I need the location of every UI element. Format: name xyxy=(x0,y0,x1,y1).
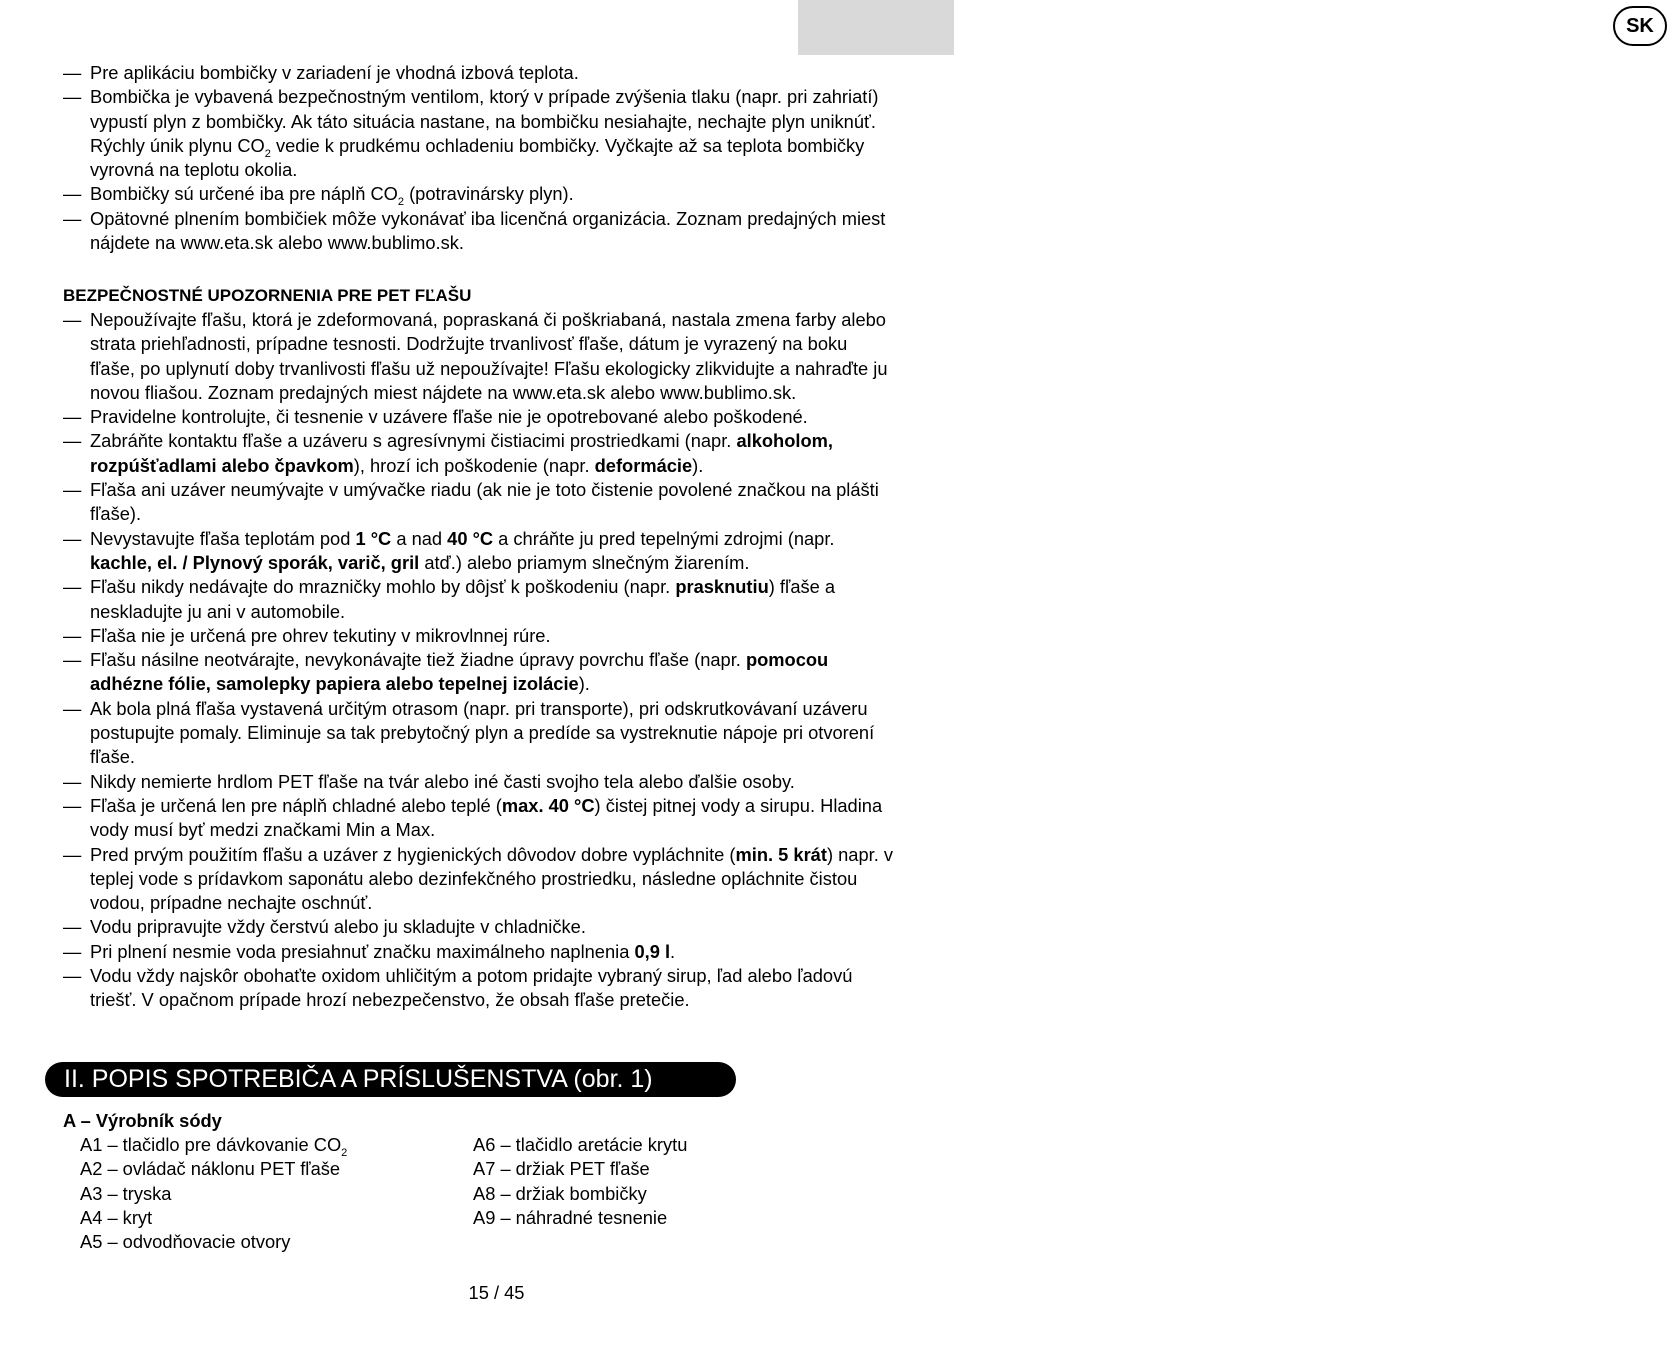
dash-bullet: — xyxy=(63,649,82,671)
parts-column-1 xyxy=(80,1133,347,1254)
dash-bullet: — xyxy=(63,430,82,452)
list-item-text: Ak bola plná fľaša vystavená určitým otrasom (napr. pri transporte), pri odskrutkovávaní uzáveru postupujte pomaly. Eliminuje sa tak prebytočný plyn a predíde sa vystreknutie nápoje pri otvorení fľaše. xyxy=(90,697,875,768)
part-item: A2 – ovládač náklonu PET fľaše xyxy=(80,1158,341,1180)
list-item xyxy=(63,697,893,770)
dash-bullet: — xyxy=(63,624,82,646)
dash-bullet: — xyxy=(63,794,82,816)
section-title-banner: II. POPIS SPOTREBIČA A PRÍSLUŠENSTVA (obr. 1) xyxy=(45,1062,736,1097)
list-item xyxy=(63,915,893,939)
language-badge: SK xyxy=(1613,6,1667,46)
dash-bullet: — xyxy=(63,308,82,330)
list-item xyxy=(63,794,893,843)
list-item xyxy=(63,964,893,1013)
dash-bullet: — xyxy=(63,527,82,549)
list-item-text: Opätovné plnením bombičiek môže vykonávať iba licenčná organizácia. Zoznam predajných miest nájdete na www.eta.sk alebo www.bublimo.sk. xyxy=(90,207,886,254)
dash-bullet: — xyxy=(63,207,82,229)
list-item-text: Fľaša ani uzáver neumývajte v umývačke riadu (ak nie je toto čistenie povolené značkou na plášti fľaše). xyxy=(90,479,879,525)
part-a-title: A – Výrobník sódy xyxy=(63,1110,222,1131)
list-item-text: Zabráňte kontaktu fľaše a uzáveru s agresívnymi čistiacimi prostriedkami (napr. alkoholom, rozpúšťadlami alebo čpavkom), hrozí ich poškodenie (napr. deformácie). xyxy=(90,430,833,476)
list-item xyxy=(63,575,893,624)
list-item xyxy=(63,61,893,85)
part-item: A1 – tlačidlo pre dávkovanie $CO_2$ xyxy=(80,1134,348,1159)
dash-bullet: — xyxy=(63,770,82,792)
list-item-text: Fľašu nikdy nedávajte do mrazničky mohlo by dôjsť k poškodeniu (napr. prasknutiu) fľaše a neskladujte ju ani v automobile. xyxy=(90,576,836,622)
list-item xyxy=(63,843,893,916)
part-item: A8 – držiak bombičky xyxy=(473,1182,647,1204)
dash-bullet: — xyxy=(63,479,82,501)
list-item-text: Fľaša je určená len pre náplň chladné alebo teplé (max. 40 °C) čistej pitnej vody a sirupu. Hladina vody musí byť medzi značkami Min a Max. xyxy=(90,794,883,841)
part-item: A6 – tlačidlo aretácie krytu xyxy=(473,1134,688,1155)
dash-bullet: — xyxy=(63,916,82,938)
dash-bullet: — xyxy=(63,406,82,428)
part-item: A7 – držiak PET fľaše xyxy=(473,1158,650,1180)
list-item xyxy=(63,207,893,256)
list-item xyxy=(63,940,893,964)
list-item xyxy=(63,624,893,648)
list-item xyxy=(63,182,893,209)
list-item-text: Fľašu násilne neotvárajte, nevykonávajte tiež žiadne úpravy povrchu fľaše (napr. pomocou adhézne fólie, samolepky papiera alebo tepelnej izolácie). xyxy=(90,649,829,695)
list-item xyxy=(63,527,893,576)
part-item: A4 – kryt xyxy=(80,1206,153,1228)
list-item-text: Bombičky sú určené iba pre náplň $CO_2$ (potravinársky plyn). xyxy=(90,183,574,209)
part-item: A9 – náhradné tesnenie xyxy=(473,1206,668,1228)
dash-bullet: — xyxy=(63,964,82,986)
list-item xyxy=(63,85,893,182)
list-item xyxy=(63,429,893,478)
list-item xyxy=(63,478,893,527)
part-item: A5 – odvodňovacie otvory xyxy=(80,1231,291,1253)
list-item-text: Pravidelne kontrolujte, či tesnenie v uzávere fľaše nie je opotrebované alebo poškodené. xyxy=(90,406,808,428)
part-item: A3 – tryska xyxy=(80,1182,172,1204)
cartridge-instructions xyxy=(63,61,893,255)
list-item-text: Pre aplikáciu bombičky v zariadení je vhodná izbová teplota. xyxy=(90,62,579,83)
pet-bottle-heading: BEZPEČNOSTNÉ UPOZORNENIA PRE PET FĽAŠU xyxy=(63,285,472,305)
dash-bullet: — xyxy=(63,697,82,719)
list-item xyxy=(63,648,893,697)
pet-bottle-warnings xyxy=(63,308,893,1013)
list-item-text: Nevystavujte fľaša teplotám pod 1 °C a nad 40 °C a chráňte ju pred tepelnými zdrojmi (napr. kachle, el. / Plynový sporák, varič, gril atď.) alebo priamym slnečným žiarením. xyxy=(90,527,835,573)
list-item xyxy=(63,770,893,794)
parts-column-2 xyxy=(473,1133,687,1230)
list-item-text: Bombička je vybavená bezpečnostným ventilom, ktorý v prípade zvýšenia tlaku (napr. pri zahriatí) vypustí plyn z bombičky. Ak táto situácia nastane, na bombičku nesiahajte, nechajte plyn uniknúť. Rýchly únik plynu $CO_2$ vedie k prudkému ochladeniu bombičky. Vyčkajte až sa teplota bombičky vyrovná na teplotu okolia. xyxy=(90,86,879,181)
dash-bullet: — xyxy=(63,86,82,108)
dash-bullet: — xyxy=(63,576,82,598)
page-number: 15 / 45 xyxy=(468,1282,525,1303)
dash-bullet: — xyxy=(63,940,82,962)
list-item-text: Nikdy nemierte hrdlom PET fľaše na tvár alebo iné časti svojho tela alebo ďalšie osoby. xyxy=(90,770,795,792)
list-item-text: Pred prvým použitím fľašu a uzáver z hygienických dôvodov dobre vypláchnite (min. 5 krát) napr. v teplej vode s prídavkom saponátu alebo dezinfekčného prostriedku, následne opláchnite čistou vodou, prípadne nechajte oschnúť. xyxy=(90,843,893,914)
safety-content xyxy=(63,61,893,1013)
dash-bullet: — xyxy=(63,183,82,205)
list-item-text: Fľaša nie je určená pre ohrev tekutiny v mikrovlnnej rúre. xyxy=(90,624,551,646)
list-item-text: Nepoužívajte fľašu, ktorá je zdeformovaná, popraskaná či poškriabaná, nastala zmena farby alebo strata priehľadnosti, prípadne tesnosti. Dodržujte trvanlivosť fľaše, dátum je vyrazený na boku fľaše, po uplynutí doby trvanlivosti fľašu už nepoužívajte! Fľašu ekologicky zlikvidujte a nahraďte ju novou fliašou. Zoznam predajných miest nájdete na www.eta.sk alebo www.bublimo.sk. xyxy=(90,308,888,403)
list-item-text: Pri plnení nesmie voda presiahnuť značku maximálneho naplnenia 0,9 l. xyxy=(90,940,676,962)
language-tab xyxy=(798,0,1654,55)
dash-bullet: — xyxy=(63,843,82,865)
list-item xyxy=(63,308,893,405)
dash-bullet: — xyxy=(63,62,82,83)
list-item xyxy=(63,405,893,429)
list-item-text: Vodu pripravujte vždy čerstvú alebo ju skladujte v chladničke. xyxy=(90,916,586,938)
list-item-text: Vodu vždy najskôr obohaťte oxidom uhličitým a potom pridajte vybraný sirup, ľad alebo ľadovú triešť. V opačnom prípade hrozí nebezpečenstvo, že obsah fľaše pretečie. xyxy=(90,964,853,1011)
